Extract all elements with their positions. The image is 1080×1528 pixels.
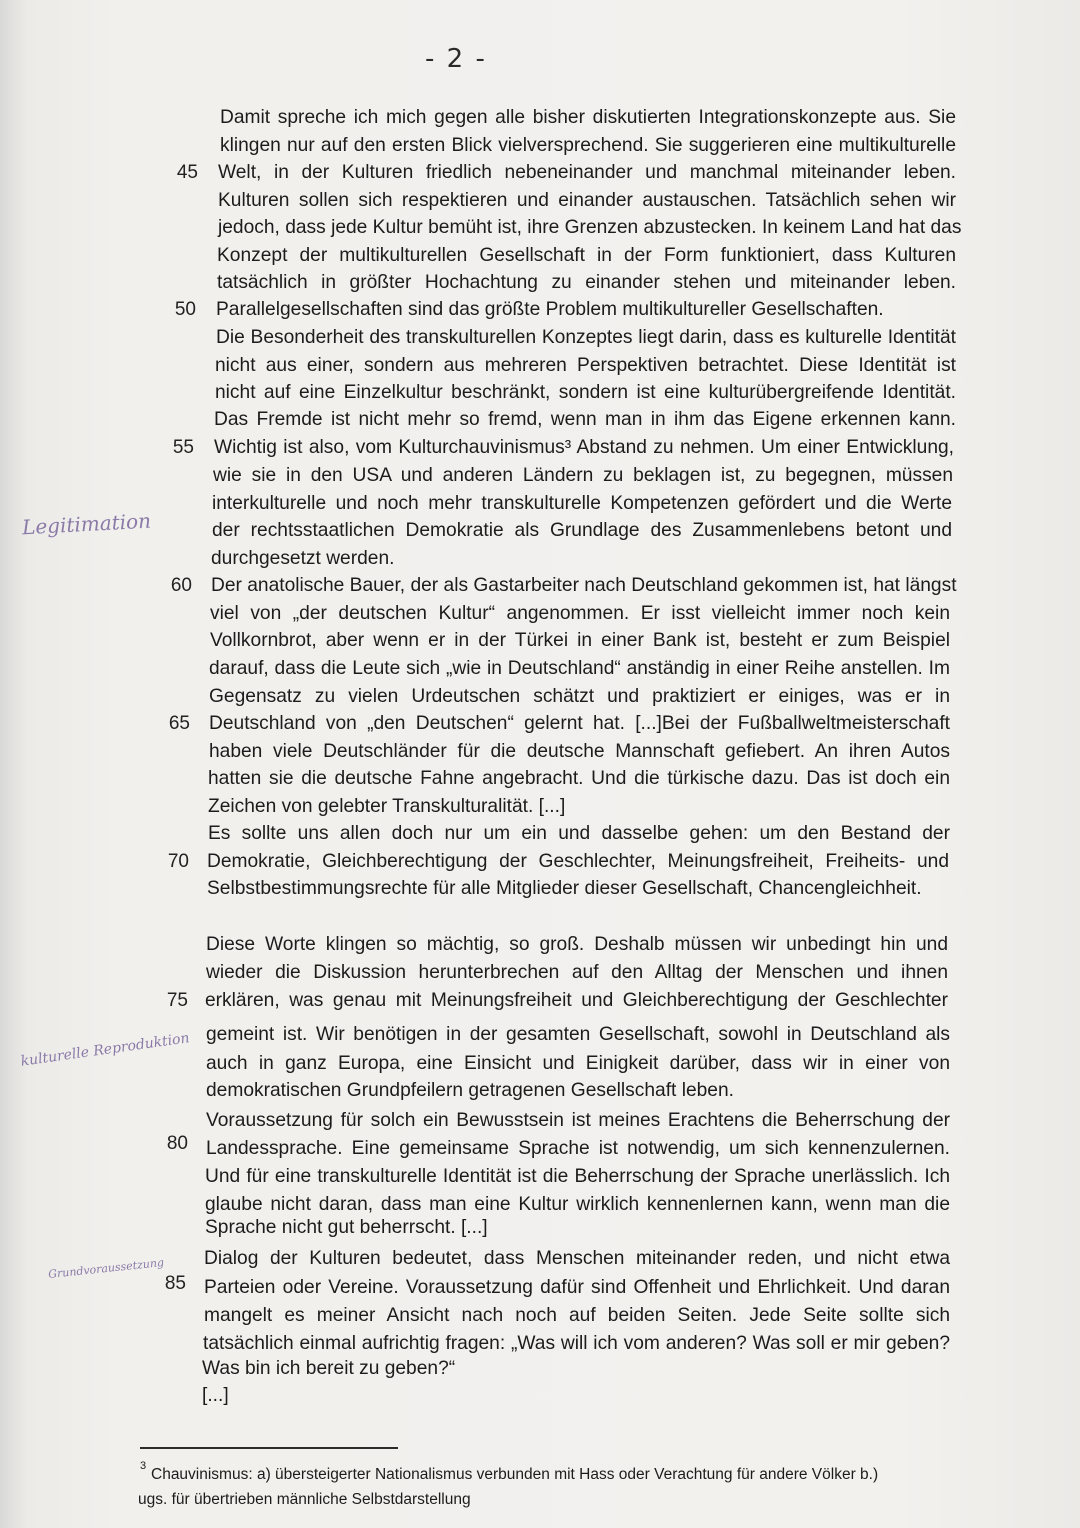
footnote-marker: 3 (140, 1460, 147, 1472)
line-number: 60 (170, 575, 192, 596)
text-line: darauf, dass die Leute sich „wie in Deutschland“ anständig in einer Reihe anstellen. Im (209, 658, 950, 679)
text-line: Das Fremde ist nicht mehr so fremd, wenn man in ihm das Eigene erkennen kann. (214, 409, 956, 430)
page-number: - 2 - (425, 44, 487, 74)
text-line: Parallelgesellschaften sind das größte Problem multikultureller Gesellschaften. (216, 299, 884, 320)
margin-note-grundvoraussetzung: Grundvoraussetzung (47, 1255, 165, 1282)
text-line: glaube nicht daran, dass man eine Kultur wirklich kennenlernen kann, wenn man die (205, 1194, 950, 1215)
text-line: [...] (202, 1385, 229, 1406)
text-line: tatsächlich einmal aufrichtig fragen: „Was will ich vom anderen? Was soll er mir geben? (203, 1333, 950, 1354)
text-line: Selbstbestimmungsrechte für alle Mitglieder dieser Gesellschaft, Chancengleichheit. (207, 878, 922, 899)
text-line: der rechtsstaatlichen Demokratie als Grundlage des Zusammenlebens betont und (212, 520, 952, 541)
text-line: Es sollte uns allen doch nur um ein und dasselbe gehen: um den Bestand der (208, 823, 950, 844)
text-line: Voraussetzung für solch ein Bewusstsein ist meines Erachtens die Beherrschung der (206, 1110, 950, 1131)
footnote-line: Chauvinismus: a) übersteigerter Nationalismus verbunden mit Hass oder Verachtung für andere Völker b.) (151, 1466, 879, 1483)
text-line: gemeint ist. Wir benötigen in der gesamten Gesellschaft, sowohl in Deutschland als (206, 1024, 950, 1045)
text-line: Zeichen von gelebter Transkulturalität. [...] (208, 796, 566, 817)
text-line: klingen nur auf den ersten Blick vielversprechend. Sie suggerieren eine multikulturelle (220, 135, 956, 156)
text-line: Landessprache. Eine gemeinsame Sprache ist notwendig, um sich kennenzulernen. (206, 1138, 950, 1159)
line-number: 45 (176, 162, 198, 183)
text-line: Die Besonderheit des transkulturellen Konzeptes liegt darin, dass es kulturelle Identität (216, 327, 956, 348)
text-line: Kulturen sollen sich respektieren und einander austauschen. Tatsächlich sehen wir (218, 190, 956, 211)
line-number: 65 (168, 713, 190, 734)
text-line: haben viele Deutschländer für die deutsche Mannschaft gefiebert. An ihren Autos (209, 741, 950, 762)
text-line: erklären, was genau mit Meinungsfreiheit und Gleichberechtigung der Geschlechter (205, 990, 948, 1011)
text-line: jedoch, dass jede Kultur bemüht ist, ihre Grenzen abzustecken. In keinem Land hat das (218, 217, 962, 238)
line-number: 80 (166, 1133, 188, 1154)
text-line: Damit spreche ich mich gegen alle bisher diskutierten Integrationskonzepte aus. Sie (220, 107, 956, 128)
text-line: Welt, in der Kulturen friedlich nebeneinander und manchmal miteinander leben. (218, 162, 956, 183)
text-line: auch in ganz Europa, eine Einsicht und Einigkeit darüber, dass wir in einer von (206, 1053, 950, 1074)
footnote-separator (140, 1447, 398, 1449)
text-line: Sprache nicht gut beherrscht. [...] (205, 1217, 488, 1238)
line-number: 70 (167, 851, 189, 872)
text-line: nicht auf eine Einzelkultur beschränkt, sondern ist eine kulturübergreifende Identität. (215, 382, 956, 403)
text-line: wie sie in den USA und anderen Ländern zu beklagen ist, zu begegnen, müssen (213, 465, 953, 486)
text-line: Und für eine transkulturelle Identität ist die Beherrschung der Sprache unerlässlich. Ich (205, 1166, 950, 1187)
text-line: Konzept der multikulturellen Gesellschaft in der Form funktioniert, dass Kulturen (217, 245, 956, 266)
text-line: Dialog der Kulturen bedeutet, dass Menschen miteinander reden, und nicht etwa (204, 1248, 950, 1269)
text-line: Was bin ich bereit zu geben?“ (202, 1358, 456, 1379)
text-line: nicht aus einer, sondern aus mehreren Perspektiven betrachtet. Diese Identität ist (215, 355, 956, 376)
text-line: Vollkornbrot, aber wenn er in der Türkei in einer Bank ist, besteht er zum Beispiel (210, 630, 950, 651)
text-line: tatsächlich in größter Hochachtung zu einander stehen und miteinander leben. (217, 272, 956, 293)
text-line: Der anatolische Bauer, der als Gastarbeiter nach Deutschland gekommen ist, hat längst (211, 575, 957, 596)
text-line: durchgesetzt werden. (211, 548, 395, 569)
margin-note-legitimation: Legitimation (21, 508, 152, 540)
line-number: 75 (166, 990, 188, 1011)
text-line: Wichtig ist also, vom Kulturchauvinismus³ Abstand zu nehmen. Um einer Entwicklung, (214, 437, 954, 458)
footnote-line: ugs. für übertrieben männliche Selbstdarstellung (138, 1491, 471, 1508)
text-line: mangelt es meiner Ansicht nach noch auf beiden Seiten. Jede Seite sollte sich (204, 1305, 950, 1326)
text-line: viel von „der deutschen Kultur“ angenommen. Er isst vielleicht immer noch kein (210, 603, 950, 624)
text-line: demokratischen Grundpfeilern getragenen Gesellschaft leben. (206, 1080, 734, 1101)
line-number: 50 (174, 299, 196, 320)
line-number: 55 (172, 437, 194, 458)
text-line: wieder die Diskussion herunterbrechen auf den Alltag der Menschen und ihnen (206, 962, 948, 983)
text-line: hatten sie die deutsche Fahne angebracht. Und die türkische dazu. Das ist doch ein (208, 768, 950, 789)
text-line: Demokratie, Gleichberechtigung der Geschlechter, Meinungsfreiheit, Freiheits- und (207, 851, 949, 872)
text-line: Parteien oder Vereine. Voraussetzung dafür sind Offenheit und Ehrlichkeit. Und daran (204, 1277, 950, 1298)
margin-note-reproduction: kulturelle Reproduktion (19, 1030, 191, 1070)
text-line: Diese Worte klingen so mächtig, so groß. Deshalb müssen wir unbedingt hin und (206, 934, 948, 955)
text-line: interkulturelle und noch mehr transkulturelle Kompetenzen gefördert und die Werte (212, 493, 952, 514)
line-number: 85 (164, 1273, 186, 1294)
text-line: Deutschland von „den Deutschen“ gelernt hat. [...]Bei der Fußballweltmeisterschaft (209, 713, 950, 734)
text-line: Gegensatz zu vielen Urdeutschen schätzt und praktiziert er einiges, was er in (209, 686, 950, 707)
